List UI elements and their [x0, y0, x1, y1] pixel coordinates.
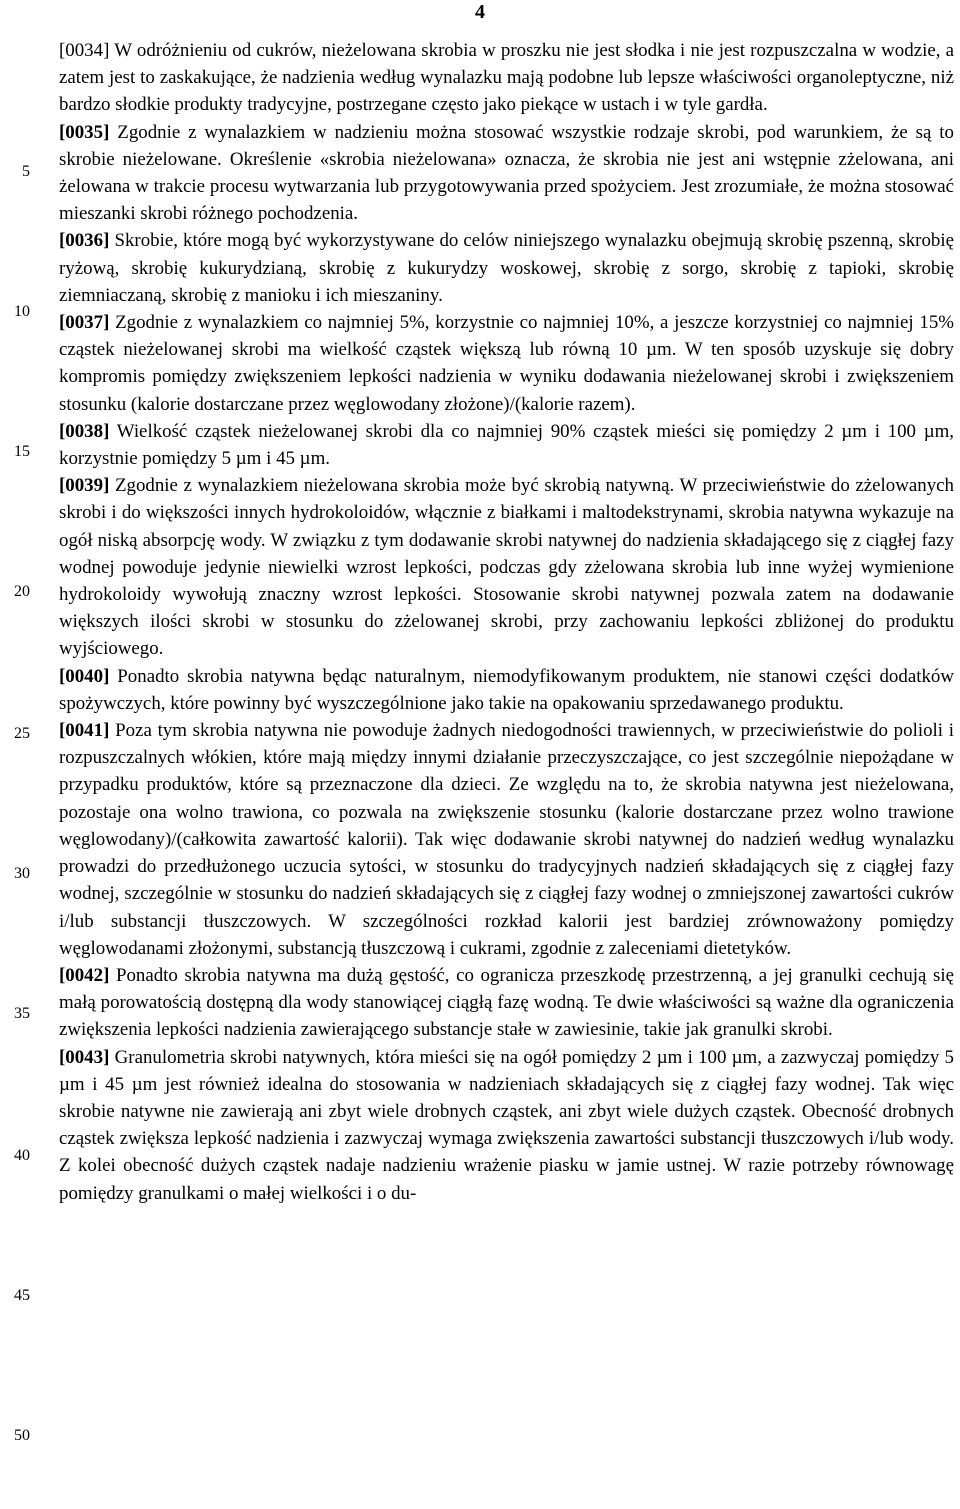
paragraph-0042: [59, 962, 954, 1044]
line-number: 30: [14, 865, 30, 882]
line-number: 10: [14, 303, 30, 320]
document-body: [59, 37, 954, 1207]
paragraph-0035: [59, 119, 954, 228]
paragraph-text: Skrobie, które mogą być wykorzystywane do celów niniejszego wynalazku obejmują skrobię pszenną, skrobię ryżową, skrobię kukurydzianą, skrobię z kukurydzy woskowej, skrobię z sorgo, skrobię z tapioki, skrobię ziemniaczaną, skrobię z manioku i ich mieszaniny.: [59, 230, 954, 306]
paragraph-text: Ponadto skrobia natywna będąc naturalnym, niemodyfikowanym produktem, nie stanowi części dodatków spożywczych, które powinny być wyszczególnione jako takie na opakowaniu sprzedawanego produktu.: [59, 665, 954, 714]
line-number: 35: [14, 1005, 30, 1022]
paragraph-number: [0040]: [59, 665, 110, 687]
paragraph-number: [0036]: [59, 230, 110, 252]
paragraph-text: Zgodnie z wynalazkiem nieżelowana skrobia może być skrobią natywną. W przeciwieństwie do zżelowanych skrobi i do większości innych hydrokoloidów, włącznie z białkami i maltodekstrynami, skrobia natywna wykazuje na ogół niską absorpcję wody. W związku z tym dodawanie skrobi natywnej do nadzienia składającego się z ciągłej fazy wodnej powoduje jedynie niewielki wzrost lepkości, podczas gdy zżelowana skrobia lub inne wyżej wymienione hydrokoloidy wywołują znaczny wzrost lepkości. Stosowanie skrobi natywnej pozwala zatem na dodawanie większych ilości skrobi w stosunku do zżelowanej skrobi, przy zachowaniu lepkości zbliżonej do produktu wyjściowego.: [59, 475, 954, 660]
paragraph-number: [0041]: [59, 720, 110, 742]
paragraph-0034: [59, 37, 954, 119]
paragraph-number: [0037]: [59, 312, 110, 334]
line-number: 25: [14, 725, 30, 742]
line-number: 20: [14, 583, 30, 600]
paragraph-0037: [59, 309, 954, 418]
line-number: 40: [14, 1147, 30, 1164]
paragraph-number: [0042]: [59, 964, 110, 986]
line-number: 45: [14, 1287, 30, 1304]
page-number: 4: [475, 1, 485, 23]
paragraph-0043: [59, 1044, 954, 1207]
paragraph-number: [0043]: [59, 1046, 110, 1068]
line-number: 5: [22, 163, 30, 180]
paragraph-text: Ponadto skrobia natywna ma dużą gęstość, co ogranicza przeszkodę przestrzenną, a jej granulki cechują się małą porowatością dostępną dla wody stanowiącej ciągłą fazę wodną. Te dwie właściwości są ważne dla ograniczenia zwiększenia lepkości nadzienia zawierającego substancje stałe w zawiesinie, takie jak granulki skrobi.: [59, 964, 954, 1041]
line-number-margin: [0, 0, 40, 1509]
paragraph-0040: [59, 663, 954, 717]
line-number: 50: [14, 1427, 30, 1444]
paragraph-text: [0034] W odróżnieniu od cukrów, nieżelowana skrobia w proszku nie jest słodka i nie jest rozpuszczalna w wodzie, a zatem jest to zaskakujące, że nadzienia według wynalazku mają podobne lub lepsze właściwości organoleptyczne, niż bardzo słodkie produkty tradycyjne, postrzegane często jako piekące w ustach i w tyle gardła.: [59, 40, 954, 116]
paragraph-0038: [59, 418, 954, 472]
paragraph-text: Granulometria skrobi natywnych, która mieści się na ogół pomiędzy 2 µm i 100 µm, a zazwyczaj pomiędzy 5 µm i 45 µm jest również idealna do stosowania w nadzieniach składających się z ciągłej fazy wodnej. Tak więc skrobie natywne nie zawierają ani zbyt wiele drobnych cząstek, ani zbyt wiele dużych cząstek. Obecność drobnych cząstek zwiększa lepkość nadzienia i zazwyczaj wymaga zwiększenia zawartości substancji tłuszczowych i/lub wody. Z kolei obecność dużych cząstek nadaje nadzieniu wrażenie piasku w jamie ustnej. W razie potrzeby równowagę pomiędzy granulkami o małej wielkości i o du-: [59, 1046, 954, 1204]
line-number: 15: [14, 443, 30, 460]
paragraph-text: Poza tym skrobia natywna nie powoduje żadnych niedogodności trawiennych, w przeciwieństwie do polioli i rozpuszczalnych włókien, które mają między innymi działanie przeczyszczające, co jest szczególnie niepożądane w przypadku produktów, które są przeznaczone dla dzieci. Ze względu na to, że skrobia natywna jest nieżelowana, pozostaje ona wolno trawiona, co pozwala na zwiększenie stosunku (kalorie dostarczane przez wolno trawione węglowodany)/(całkowita zawartość kalorii). Tak więc dodawanie skrobi natywnej do nadzień według wynalazku prowadzi do przedłużonego uczucia sytości, w stosunku do tradycyjnych nadzień składających się z ciągłej fazy wodnej, szczególnie w stosunku do nadzień składających się z ciągłej fazy wodnej o zmniejszonej zawartości cukrów i/lub substancji tłuszczowych. W szczególności rozkład kalorii jest bardziej zrównoważony pomiędzy węglowodanami złożonymi, substancją tłuszczową i cukrami, zgodnie z zaleceniami dietetyków.: [59, 720, 954, 959]
paragraph-text: Zgodnie z wynalazkiem w nadzieniu można stosować wszystkie rodzaje skrobi, pod warunkiem, że są to skrobie nieżelowane. Określenie «skrobia nieżelowana» oznacza, że skrobia nie jest ani wstępnie zżelowana, ani żelowana w trakcie procesu wytwarzania lub przygotowywania przed spożyciem. Jest zrozumiałe, że można stosować mieszanki skrobi różnego pochodzenia.: [59, 121, 954, 225]
paragraph-text: Zgodnie z wynalazkiem co najmniej 5%, korzystnie co najmniej 10%, a jeszcze korzystniej co najmniej 15% cząstek nieżelowanej skrobi ma wielkość cząstek większą lub równą 10 µm. W ten sposób uzyskuje się dobry kompromis pomiędzy zwiększeniem lepkości nadzienia w wyniku dodawania nieżelowanej skrobi i zwiększeniem stosunku (kalorie dostarczane przez węglowodany złożone)/(kalorie razem).: [59, 312, 954, 415]
paragraph-0039: [59, 472, 954, 662]
paragraph-text: Wielkość cząstek nieżelowanej skrobi dla co najmniej 90% cząstek mieści się pomiędzy 2 µm i 100 µm, korzystnie pomiędzy 5 µm i 45 µm.: [59, 420, 954, 470]
paragraph-0041: [59, 717, 954, 962]
paragraph-number: [0038]: [59, 420, 110, 442]
paragraph-number: [0039]: [59, 475, 110, 497]
paragraph-0036: [59, 227, 954, 309]
paragraph-number: [0035]: [59, 121, 110, 143]
